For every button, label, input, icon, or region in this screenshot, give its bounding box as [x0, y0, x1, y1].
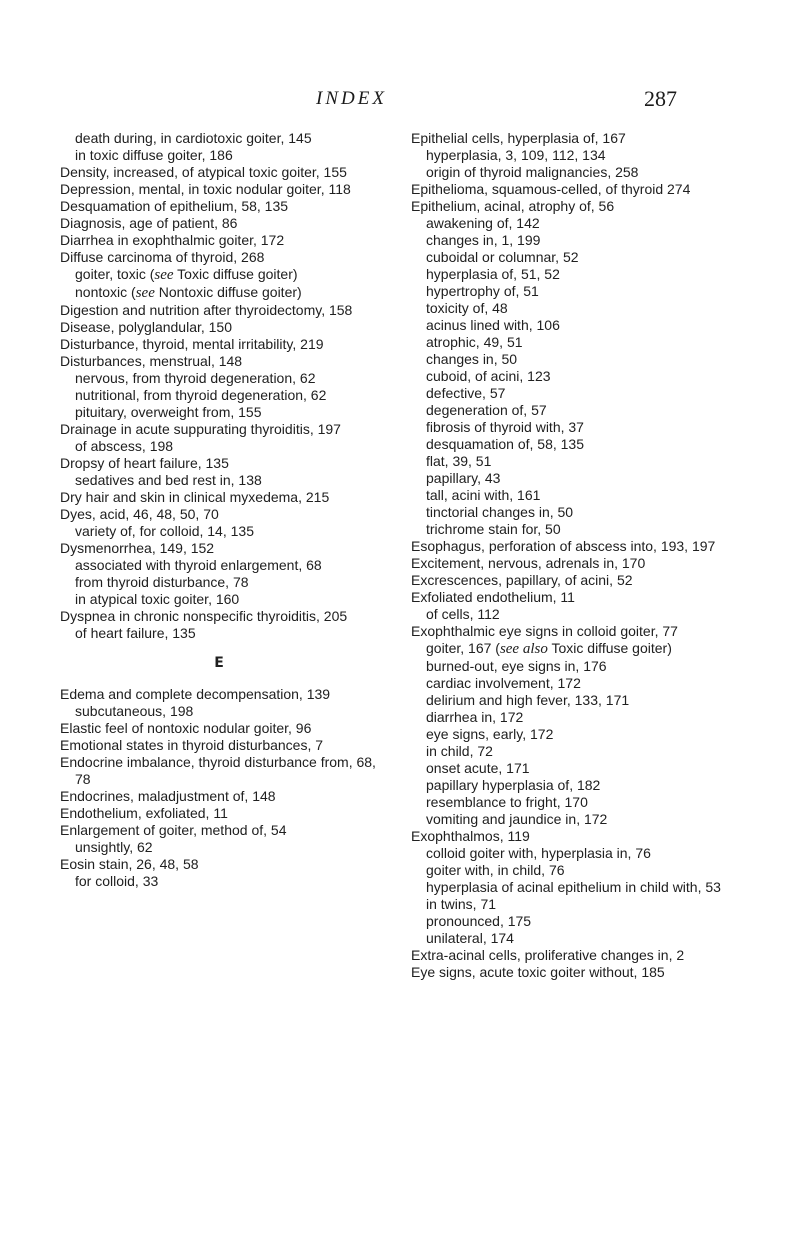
index-entry: Diarrhea in exophthalmic goiter, 172 — [60, 232, 285, 248]
index-subentry: cuboidal or columnar, 52 — [426, 249, 579, 265]
cross-reference-italic: see — [154, 267, 174, 283]
index-entry: Epithelial cells, hyperplasia of, 167 — [411, 130, 626, 146]
index-subentry: pronounced, 175 — [426, 913, 532, 929]
index-subentry: in twins, 71 — [426, 896, 497, 912]
index-entry: Diagnosis, age of patient, 86 — [60, 215, 238, 231]
index-entry: Desquamation of epithelium, 58, 135 — [60, 198, 289, 214]
index-subentry — [60, 266, 378, 284]
index-subentry: fibrosis of thyroid with, 37 — [426, 419, 584, 435]
index-subentry — [60, 284, 378, 302]
index-entry: Dry hair and skin in clinical myxedema, 215 — [60, 489, 330, 505]
index-entry: Esophagus, perforation of abscess into, 193, 197 — [411, 538, 716, 554]
index-subentry: goiter with, in child, 76 — [426, 862, 565, 878]
entry-text: goiter, toxic ( — [75, 266, 155, 282]
index-subentry: hyperplasia of, 51, 52 — [426, 266, 560, 282]
index-subentry: desquamation of, 58, 135 — [426, 436, 585, 452]
index-entry: Disturbance, thyroid, mental irritability, 219 — [60, 336, 324, 352]
index-subentry: papillary hyperplasia of, 182 — [426, 777, 601, 793]
index-subentry: origin of thyroid malignancies, 258 — [426, 164, 639, 180]
index-subentry: variety of, for colloid, 14, 135 — [75, 523, 254, 539]
index-subentry: toxicity of, 48 — [426, 300, 508, 316]
index-subentry — [411, 640, 741, 658]
index-entry: Exophthalmos, 119 — [411, 828, 530, 844]
index-entry: Edema and complete decompensation, 139 — [60, 686, 331, 702]
index-subentry: subcutaneous, 198 — [75, 703, 194, 719]
index-entry: Endocrine imbalance, thyroid disturbance from, 68, 78 — [60, 754, 376, 787]
index-subentry: eye signs, early, 172 — [426, 726, 554, 742]
index-subentry: in child, 72 — [426, 743, 493, 759]
index-subentry: changes in, 1, 199 — [426, 232, 541, 248]
index-subentry: death during, in cardiotoxic goiter, 145 — [75, 130, 312, 146]
index-subentry: tall, acini with, 161 — [426, 487, 541, 503]
index-entry: Digestion and nutrition after thyroidectomy, 158 — [60, 302, 353, 318]
index-subentry: colloid goiter with, hyperplasia in, 76 — [426, 845, 651, 861]
index-subentry: degeneration of, 57 — [426, 402, 547, 418]
index-entry: Exfoliated endothelium, 11 — [411, 589, 575, 605]
index-entry: Elastic feel of nontoxic nodular goiter, 96 — [60, 720, 312, 736]
page-number: 287 — [644, 86, 677, 111]
index-subentry: changes in, 50 — [426, 351, 518, 367]
index-subentry: tinctorial changes in, 50 — [426, 504, 574, 520]
entry-text: Toxic diffuse goiter) — [547, 640, 672, 656]
index-column-left — [60, 130, 378, 890]
entry-text: Toxic diffuse goiter) — [173, 266, 298, 282]
index-subentry: acinus lined with, 106 — [426, 317, 560, 333]
index-subentry: associated with thyroid enlargement, 68 — [75, 557, 322, 573]
index-subentry: of abscess, 198 — [75, 438, 174, 454]
index-entry: Excitement, nervous, adrenals in, 170 — [411, 555, 646, 571]
running-head-title: INDEX — [316, 88, 387, 109]
index-entry: Excrescences, papillary, of acini, 52 — [411, 572, 633, 588]
index-entry: Epithelium, acinal, atrophy of, 56 — [411, 198, 615, 214]
index-subentry: for colloid, 33 — [75, 873, 159, 889]
index-subentry: nutritional, from thyroid degeneration, 62 — [75, 387, 327, 403]
index-subentry: in atypical toxic goiter, 160 — [75, 591, 240, 607]
index-entry: Dyspnea in chronic nonspecific thyroiditis, 205 — [60, 608, 348, 624]
index-entry: Eye signs, acute toxic goiter without, 185 — [411, 964, 665, 980]
index-subentry: vomiting and jaundice in, 172 — [426, 811, 608, 827]
index-entry: Epithelioma, squamous-celled, of thyroid 274 — [411, 181, 691, 197]
entry-text: goiter, 167 ( — [426, 640, 500, 656]
index-subentry: of cells, 112 — [426, 606, 500, 622]
index-subentry: unilateral, 174 — [426, 930, 514, 946]
index-subentry: cuboid, of acini, 123 — [426, 368, 551, 384]
index-subentry: defective, 57 — [426, 385, 506, 401]
index-entry: Emotional states in thyroid disturbances, 7 — [60, 737, 324, 753]
index-entry: Drainage in acute suppurating thyroiditis, 197 — [60, 421, 341, 437]
index-subentry: unsightly, 62 — [75, 839, 153, 855]
index-subentry: hyperplasia of acinal epithelium in child with, 53 — [426, 879, 721, 895]
index-subentry: in toxic diffuse goiter, 186 — [75, 147, 233, 163]
index-entry: Disease, polyglandular, 150 — [60, 319, 233, 335]
index-entry: Exophthalmic eye signs in colloid goiter, 77 — [411, 623, 678, 639]
index-entry: Dropsy of heart failure, 135 — [60, 455, 229, 471]
index-subentry: of heart failure, 135 — [75, 625, 196, 641]
page-header — [0, 88, 801, 116]
index-entry: Extra-acinal cells, proliferative changes in, 2 — [411, 947, 685, 963]
index-subentry: atrophic, 49, 51 — [426, 334, 523, 350]
index-entry: Endothelium, exfoliated, 11 — [60, 805, 228, 821]
index-subentry: diarrhea in, 172 — [426, 709, 524, 725]
index-subentry: awakening of, 142 — [426, 215, 540, 231]
index-subentry: delirium and high fever, 133, 171 — [426, 692, 630, 708]
index-subentry: resemblance to fright, 170 — [426, 794, 588, 810]
index-entry: Disturbances, menstrual, 148 — [60, 353, 243, 369]
index-entry: Density, increased, of atypical toxic goiter, 155 — [60, 164, 347, 180]
index-subentry: sedatives and bed rest in, 138 — [75, 472, 262, 488]
entry-text: nontoxic ( — [75, 284, 136, 300]
cross-reference-italic: see — [135, 285, 155, 301]
index-subentry: flat, 39, 51 — [426, 453, 492, 469]
index-entry: Enlargement of goiter, method of, 54 — [60, 822, 287, 838]
index-entry: Depression, mental, in toxic nodular goiter, 118 — [60, 181, 351, 197]
index-subentry: hyperplasia, 3, 109, 112, 134 — [426, 147, 606, 163]
index-subentry: papillary, 43 — [426, 470, 501, 486]
index-entry: Dysmenorrhea, 149, 152 — [60, 540, 215, 556]
entry-text: Nontoxic diffuse goiter) — [154, 284, 302, 300]
cross-reference-italic: see also — [499, 641, 548, 657]
index-entry: Endocrines, maladjustment of, 148 — [60, 788, 276, 804]
index-subentry: nervous, from thyroid degeneration, 62 — [75, 370, 316, 386]
index-entry: Dyes, acid, 46, 48, 50, 70 — [60, 506, 219, 522]
index-column-right — [411, 130, 741, 981]
index-subentry: trichrome stain for, 50 — [426, 521, 561, 537]
index-entry: Diffuse carcinoma of thyroid, 268 — [60, 249, 265, 265]
index-subentry: hypertrophy of, 51 — [426, 283, 539, 299]
section-letter: E — [214, 655, 224, 671]
index-subentry: cardiac involvement, 172 — [426, 675, 581, 691]
index-entry: Eosin stain, 26, 48, 58 — [60, 856, 199, 872]
index-subentry: from thyroid disturbance, 78 — [75, 574, 249, 590]
index-subentry: pituitary, overweight from, 155 — [75, 404, 262, 420]
index-subentry: onset acute, 171 — [426, 760, 530, 776]
index-subentry: burned-out, eye signs in, 176 — [426, 658, 607, 674]
